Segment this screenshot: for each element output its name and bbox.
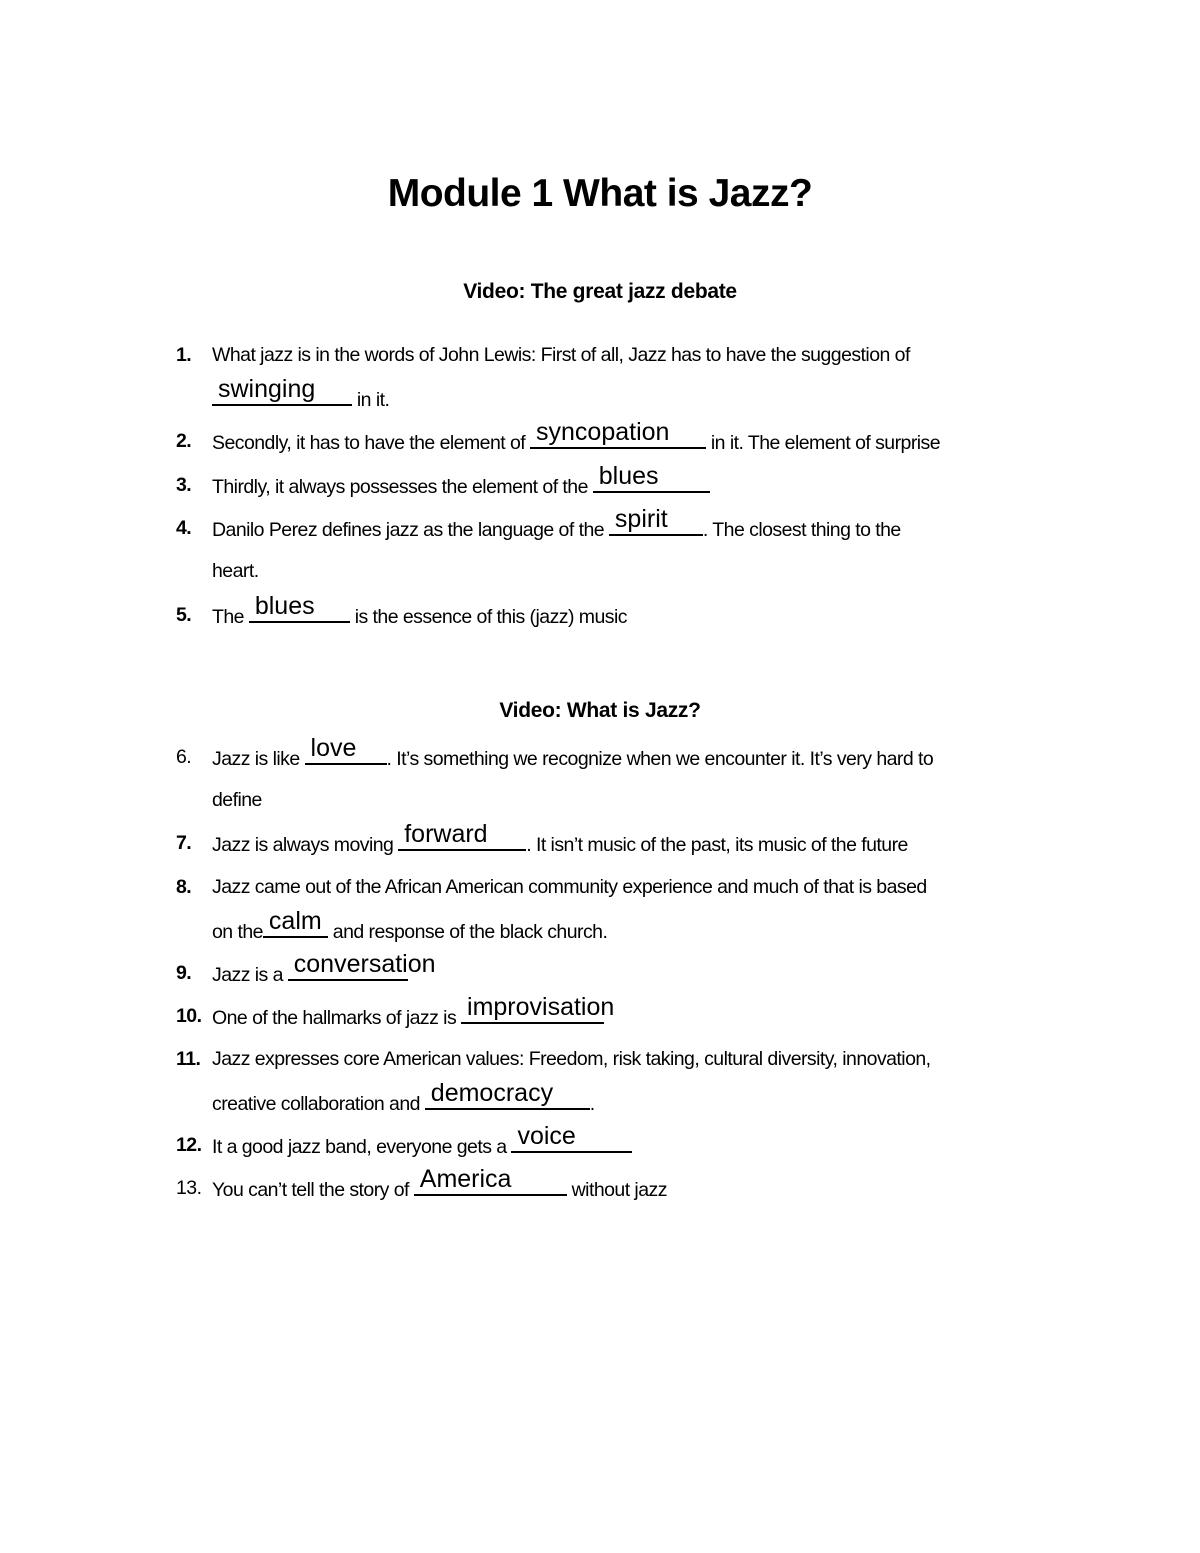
question-number: 6. (176, 746, 192, 768)
question-text: Secondly, it has to have the element of (212, 432, 531, 454)
answer-blank[interactable] (414, 1165, 567, 1196)
question-number: 13. (176, 1177, 202, 1199)
answer-text: calm (268, 907, 322, 935)
answer-blank[interactable] (249, 592, 350, 623)
answer-text: spirit (614, 505, 668, 533)
question-8-line (176, 875, 927, 899)
answer-blank[interactable] (288, 950, 436, 981)
answer-text: improvisation (467, 993, 615, 1021)
answer-text: conversation (293, 950, 436, 978)
question-text: in it. (352, 389, 390, 411)
question-text: and response of the black church. (327, 921, 608, 943)
answer-blank[interactable] (593, 462, 710, 493)
question-number: 11. (176, 1048, 201, 1070)
answer-blank[interactable] (305, 734, 387, 765)
question-text: One of the hallmarks of jazz is (212, 1007, 462, 1029)
question-13-line (176, 1165, 667, 1202)
question-text: What jazz is in the words of John Lewis: First of all, Jazz has to have the suggestion of (212, 344, 910, 366)
question-4-line (176, 505, 901, 542)
question-text: . (589, 1093, 595, 1115)
answer-blank[interactable] (530, 418, 706, 449)
question-6-line (212, 788, 262, 812)
answer-text: voice (517, 1122, 576, 1150)
answer-blank[interactable] (263, 907, 328, 938)
question-2-line (176, 418, 941, 455)
section-heading-great-jazz-debate: Video: The great jazz debate (463, 280, 737, 303)
question-number: 1. (176, 344, 192, 366)
question-number: 9. (176, 962, 192, 984)
question-3-line (176, 462, 710, 499)
answer-text: syncopation (536, 418, 670, 446)
answer-text: swinging (218, 375, 316, 403)
answer-text: democracy (430, 1079, 554, 1107)
question-number: 8. (176, 876, 192, 898)
answer-text: forward (404, 820, 488, 848)
question-12-line (176, 1122, 632, 1159)
question-text: The (212, 606, 249, 628)
question-text: on the (212, 921, 263, 943)
question-9-line (176, 950, 436, 987)
question-number: 7. (176, 832, 192, 854)
question-text: Jazz came out of the African American community experience and much of that is based (212, 876, 927, 898)
question-10-line (176, 993, 615, 1030)
question-number: 10. (176, 1005, 202, 1027)
question-text: creative collaboration and (212, 1093, 425, 1115)
question-11-line (176, 1047, 931, 1071)
question-8-line (212, 907, 608, 944)
answer-text: America (419, 1165, 512, 1193)
question-text: Danilo Perez defines jazz as the language of the (212, 519, 609, 541)
answer-text: blues (254, 592, 315, 620)
question-11-line (212, 1079, 595, 1116)
question-text: Jazz is a (212, 964, 288, 986)
question-text: It a good jazz band, everyone gets a (212, 1136, 512, 1158)
question-text: heart. (212, 560, 259, 582)
question-1-line (176, 343, 910, 367)
answer-blank[interactable] (212, 375, 352, 406)
answer-blank[interactable] (461, 993, 615, 1024)
answer-text: love (310, 734, 357, 762)
question-text: Jazz expresses core American values: Freedom, risk taking, cultural diversity, innovation, (212, 1048, 931, 1070)
question-text: You can’t tell the story of (212, 1179, 414, 1201)
question-text: define (212, 789, 262, 811)
question-text: . It isn’t music of the past, its music of the future (526, 834, 908, 856)
question-number: 5. (176, 604, 192, 626)
question-1-line (212, 375, 390, 412)
question-4-line (212, 559, 259, 583)
question-5-line (176, 592, 627, 629)
answer-blank[interactable] (609, 505, 703, 536)
question-text: without jazz (566, 1179, 667, 1201)
answer-blank[interactable] (425, 1079, 590, 1110)
question-6-line (176, 734, 934, 771)
question-number: 2. (176, 430, 192, 452)
question-text: in it. The element of surprise (706, 432, 941, 454)
question-number: 3. (176, 474, 192, 496)
question-text: . The closest thing to the (702, 519, 901, 541)
answer-blank[interactable] (511, 1122, 632, 1153)
page-title: Module 1 What is Jazz? (387, 172, 813, 215)
question-text: Jazz is always moving (212, 834, 399, 856)
question-text: Thirdly, it always possesses the element of the (212, 476, 593, 498)
question-7-line (176, 820, 908, 857)
answer-text: blues (598, 462, 659, 490)
question-text: is the essence of this (jazz) music (349, 606, 627, 628)
question-number: 4. (176, 517, 192, 539)
question-text: . It’s something we recognize when we encounter it. It’s very hard to (386, 748, 934, 770)
question-number: 12. (176, 1134, 202, 1156)
question-text: Jazz is like (212, 748, 305, 770)
answer-blank[interactable] (398, 820, 526, 851)
section-heading-what-is-jazz: Video: What is Jazz? (499, 699, 701, 722)
